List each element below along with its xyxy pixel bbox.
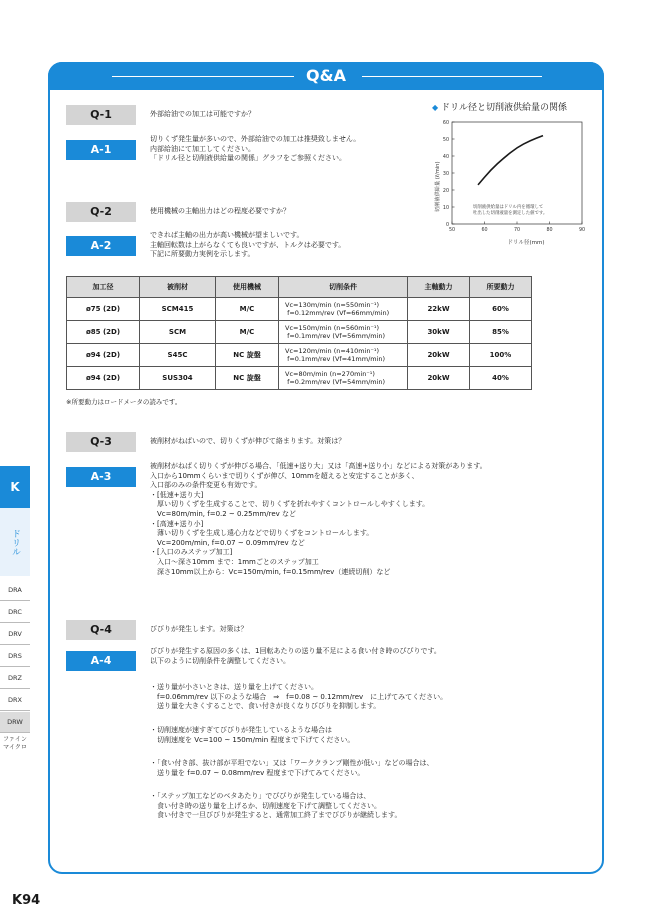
- chart-title: [432, 100, 567, 113]
- table-row: [67, 298, 532, 321]
- chart-ticks: [443, 120, 585, 233]
- a3-answer: 被削材がねばく切りくずが伸びる場合、「低速+送り大」又は「高速+送り小」などによる対策があります。 入口から10mmくらいまで切りくずが伸び、10mmを超えると安定することが多く、 入口部のみの条件変更も有効です。 ・[低速+送り大] 厚い切りくずを生成することで、切りくずを折れやすくコントロールしやすくします。 Vc=80m/min, f=0.2 ~ 0.25mm/rev など ・[高速+送り小] 薄い切りくずを生成し遠心力などで切りくずをコントロールします。 Vc=200m/min, f=0.07 ~ 0.09mm/rev など ・[入口のみステップ加工] 入口～深さ10mm まで：1mmごとのステップ加工 深さ10mm以上から：Vc=150m/min, f=0.15mm/rev（連続切削）など: [150, 462, 487, 576]
- q4-label: Q-4: [66, 620, 136, 640]
- table-note: ※所要動力はロードメータの読みです。: [66, 398, 182, 406]
- table-cell: 100%: [470, 344, 532, 367]
- table-header-cell: 切削条件: [279, 277, 408, 298]
- table-cell: M/C: [216, 298, 279, 321]
- table-row: [67, 321, 532, 344]
- chart-note-line2: 吐出した切削液量を測定した値です。: [473, 211, 548, 216]
- sidebar-item-drx[interactable]: DRX: [0, 690, 30, 711]
- table-cell: S45C: [140, 344, 216, 367]
- q2-label: Q-2: [66, 202, 136, 222]
- chart-series-line: [478, 136, 543, 185]
- table-body: [67, 298, 532, 390]
- table-cell: Vc=130m/min (n=550min⁻¹) f=0.12mm/rev (Vf=66mm/min): [279, 298, 408, 321]
- page-title: Q&A: [306, 66, 346, 85]
- sidebar-item-drc[interactable]: DRC: [0, 602, 30, 623]
- chart-title-text: ドリル径と切削液供給量の関係: [441, 103, 568, 113]
- sidebar-section-k[interactable]: K: [0, 466, 30, 508]
- a4-bullet-4: ・「ステップ加工などのベタあたり」でびびりが発生している場合は、 食い付き時の送り量を上げるか、切削速度を下げて調整してください。 食い付きで一旦びびりが発生すると、通常加工終了までびびりが継続します。: [150, 792, 402, 820]
- table-header-cell: 所要動力: [470, 277, 532, 298]
- sidebar-section-drill[interactable]: ドリル: [0, 508, 30, 576]
- table-cell: 22kW: [408, 298, 470, 321]
- diamond-icon: ◆: [432, 103, 439, 112]
- sidebar-item-drs[interactable]: DRS: [0, 646, 30, 667]
- table-cell: M/C: [216, 321, 279, 344]
- chart-ytick-label: 0: [445, 222, 449, 228]
- chart-xtick-label: 50: [448, 228, 456, 233]
- table-header-cell: 被削材: [140, 277, 216, 298]
- table-cell: NC 旋盤: [216, 344, 279, 367]
- a4-bullet-2: ・切削速度が速すぎてびびりが発生しているような場合は 切削速度を Vc=100 ~ 150m/min 程度まで下げてください。: [150, 726, 355, 744]
- a4-bullet-1: ・送り量が小さいときは、送り量を上げてください。 f=0.06mm/rev 以下のような場合 ⇒ f=0.08 ~ 0.12mm/rev に上げてみてください。 送り量を大きくすることで、食い付きが良くなりびびりを抑制します。: [150, 683, 448, 711]
- table-cell: 40%: [470, 367, 532, 390]
- table-row: [67, 367, 532, 390]
- table-cell: Vc=80m/min (n=270min⁻¹) f=0.2mm/rev (Vf=54mm/min): [279, 367, 408, 390]
- power-table: [66, 276, 532, 390]
- table-cell: 60%: [470, 298, 532, 321]
- table-cell: 85%: [470, 321, 532, 344]
- a4-intro: びびりが発生する原因の多くは、1回転あたりの送り量不足による食い付き時のびびりです。 以下のように切削条件を調整してください。: [150, 647, 441, 665]
- table-cell: SCM415: [140, 298, 216, 321]
- table-row: [67, 344, 532, 367]
- chart-ylabel: 切削液供給量 (ℓ/min): [435, 161, 441, 212]
- sidebar-item-drv[interactable]: DRV: [0, 624, 30, 645]
- table-cell: ø94 (2D): [67, 367, 140, 390]
- chart-ytick-label: 60: [442, 120, 449, 126]
- coolant-chart: [428, 114, 598, 250]
- chart-ytick-label: 40: [442, 154, 449, 160]
- table-cell: SCM: [140, 321, 216, 344]
- table-cell: NC 旋盤: [216, 367, 279, 390]
- chart-xtick-label: 70: [513, 228, 521, 233]
- table-header-cell: 使用機械: [216, 277, 279, 298]
- table-cell: Vc=150m/min (n=560min⁻¹) f=0.1mm/rev (Vf=56mm/min): [279, 321, 408, 344]
- q1-label: Q-1: [66, 105, 136, 125]
- chart-note-line1: 切削液供給量はドリル内を循環して: [473, 205, 544, 210]
- a2-answer: できれば主軸の出力が高い機械が望ましいです。 主軸回転数は上がらなくても良いですが、トルクは必要です。 下記に所要動力実例を示します。: [150, 231, 346, 259]
- table-cell: 30kW: [408, 321, 470, 344]
- sidebar-item-dra[interactable]: DRA: [0, 580, 30, 601]
- a1-label: A-1: [66, 140, 136, 160]
- table-cell: ø85 (2D): [67, 321, 140, 344]
- a4-label: A-4: [66, 651, 136, 671]
- chart-xlabel: ドリル径(mm): [507, 240, 545, 246]
- page-number: K94: [12, 893, 41, 908]
- sidebar-item-fine-micro[interactable]: [0, 733, 30, 757]
- a3-label: A-3: [66, 467, 136, 487]
- table-cell: 20kW: [408, 344, 470, 367]
- chart-ytick-label: 50: [442, 137, 449, 143]
- chart-ytick-label: 10: [442, 205, 449, 211]
- table-header-cell: 主軸動力: [408, 277, 470, 298]
- chart-ytick-label: 30: [442, 171, 449, 177]
- chart-xtick-label: 90: [578, 228, 586, 233]
- a4-bullet-3: ・「食い付き部、抜け部が平坦でない」又は「ワーククランプ剛性が低い」などの場合は、 送り量を f=0.07 ~ 0.08mm/rev 程度まで下げてみてください。: [150, 759, 434, 777]
- q4-question: びびりが発生します。対策は？: [150, 625, 248, 633]
- chart-ytick-label: 20: [442, 188, 449, 194]
- sidebar-extra-line2: マイクロ: [3, 744, 27, 751]
- chart-xtick-label: 60: [481, 228, 488, 233]
- table-header-row: [67, 277, 532, 298]
- q2-question: 使用機械の主軸出力はどの程度必要ですか？: [150, 207, 290, 215]
- q3-question: 被削材がねばいので、切りくずが伸びて絡まります。対策は？: [150, 437, 346, 445]
- sidebar-item-drw[interactable]: DRW: [0, 712, 30, 733]
- q3-label: Q-3: [66, 432, 136, 452]
- table-cell: SUS304: [140, 367, 216, 390]
- sidebar-item-drz[interactable]: DRZ: [0, 668, 30, 689]
- chart-xtick-label: 80: [546, 228, 553, 233]
- a2-label: A-2: [66, 236, 136, 256]
- table-cell: Vc=120m/min (n=410min⁻¹) f=0.1mm/rev (Vf=41mm/min): [279, 344, 408, 367]
- sidebar-extra-line1: ファイン: [3, 736, 27, 743]
- table-cell: ø75 (2D): [67, 298, 140, 321]
- table-cell: 20kW: [408, 367, 470, 390]
- a1-answer: 切りくず発生量が多いので、外部給油での加工は推奨致しません。 内部給油にて加工してください。 「ドリル径と切削液供給量の関係」グラフをご参照ください。: [150, 135, 361, 163]
- q1-question: 外部給油での加工は可能ですか？: [150, 110, 255, 118]
- table-header-cell: 加工径: [67, 277, 140, 298]
- table-cell: ø94 (2D): [67, 344, 140, 367]
